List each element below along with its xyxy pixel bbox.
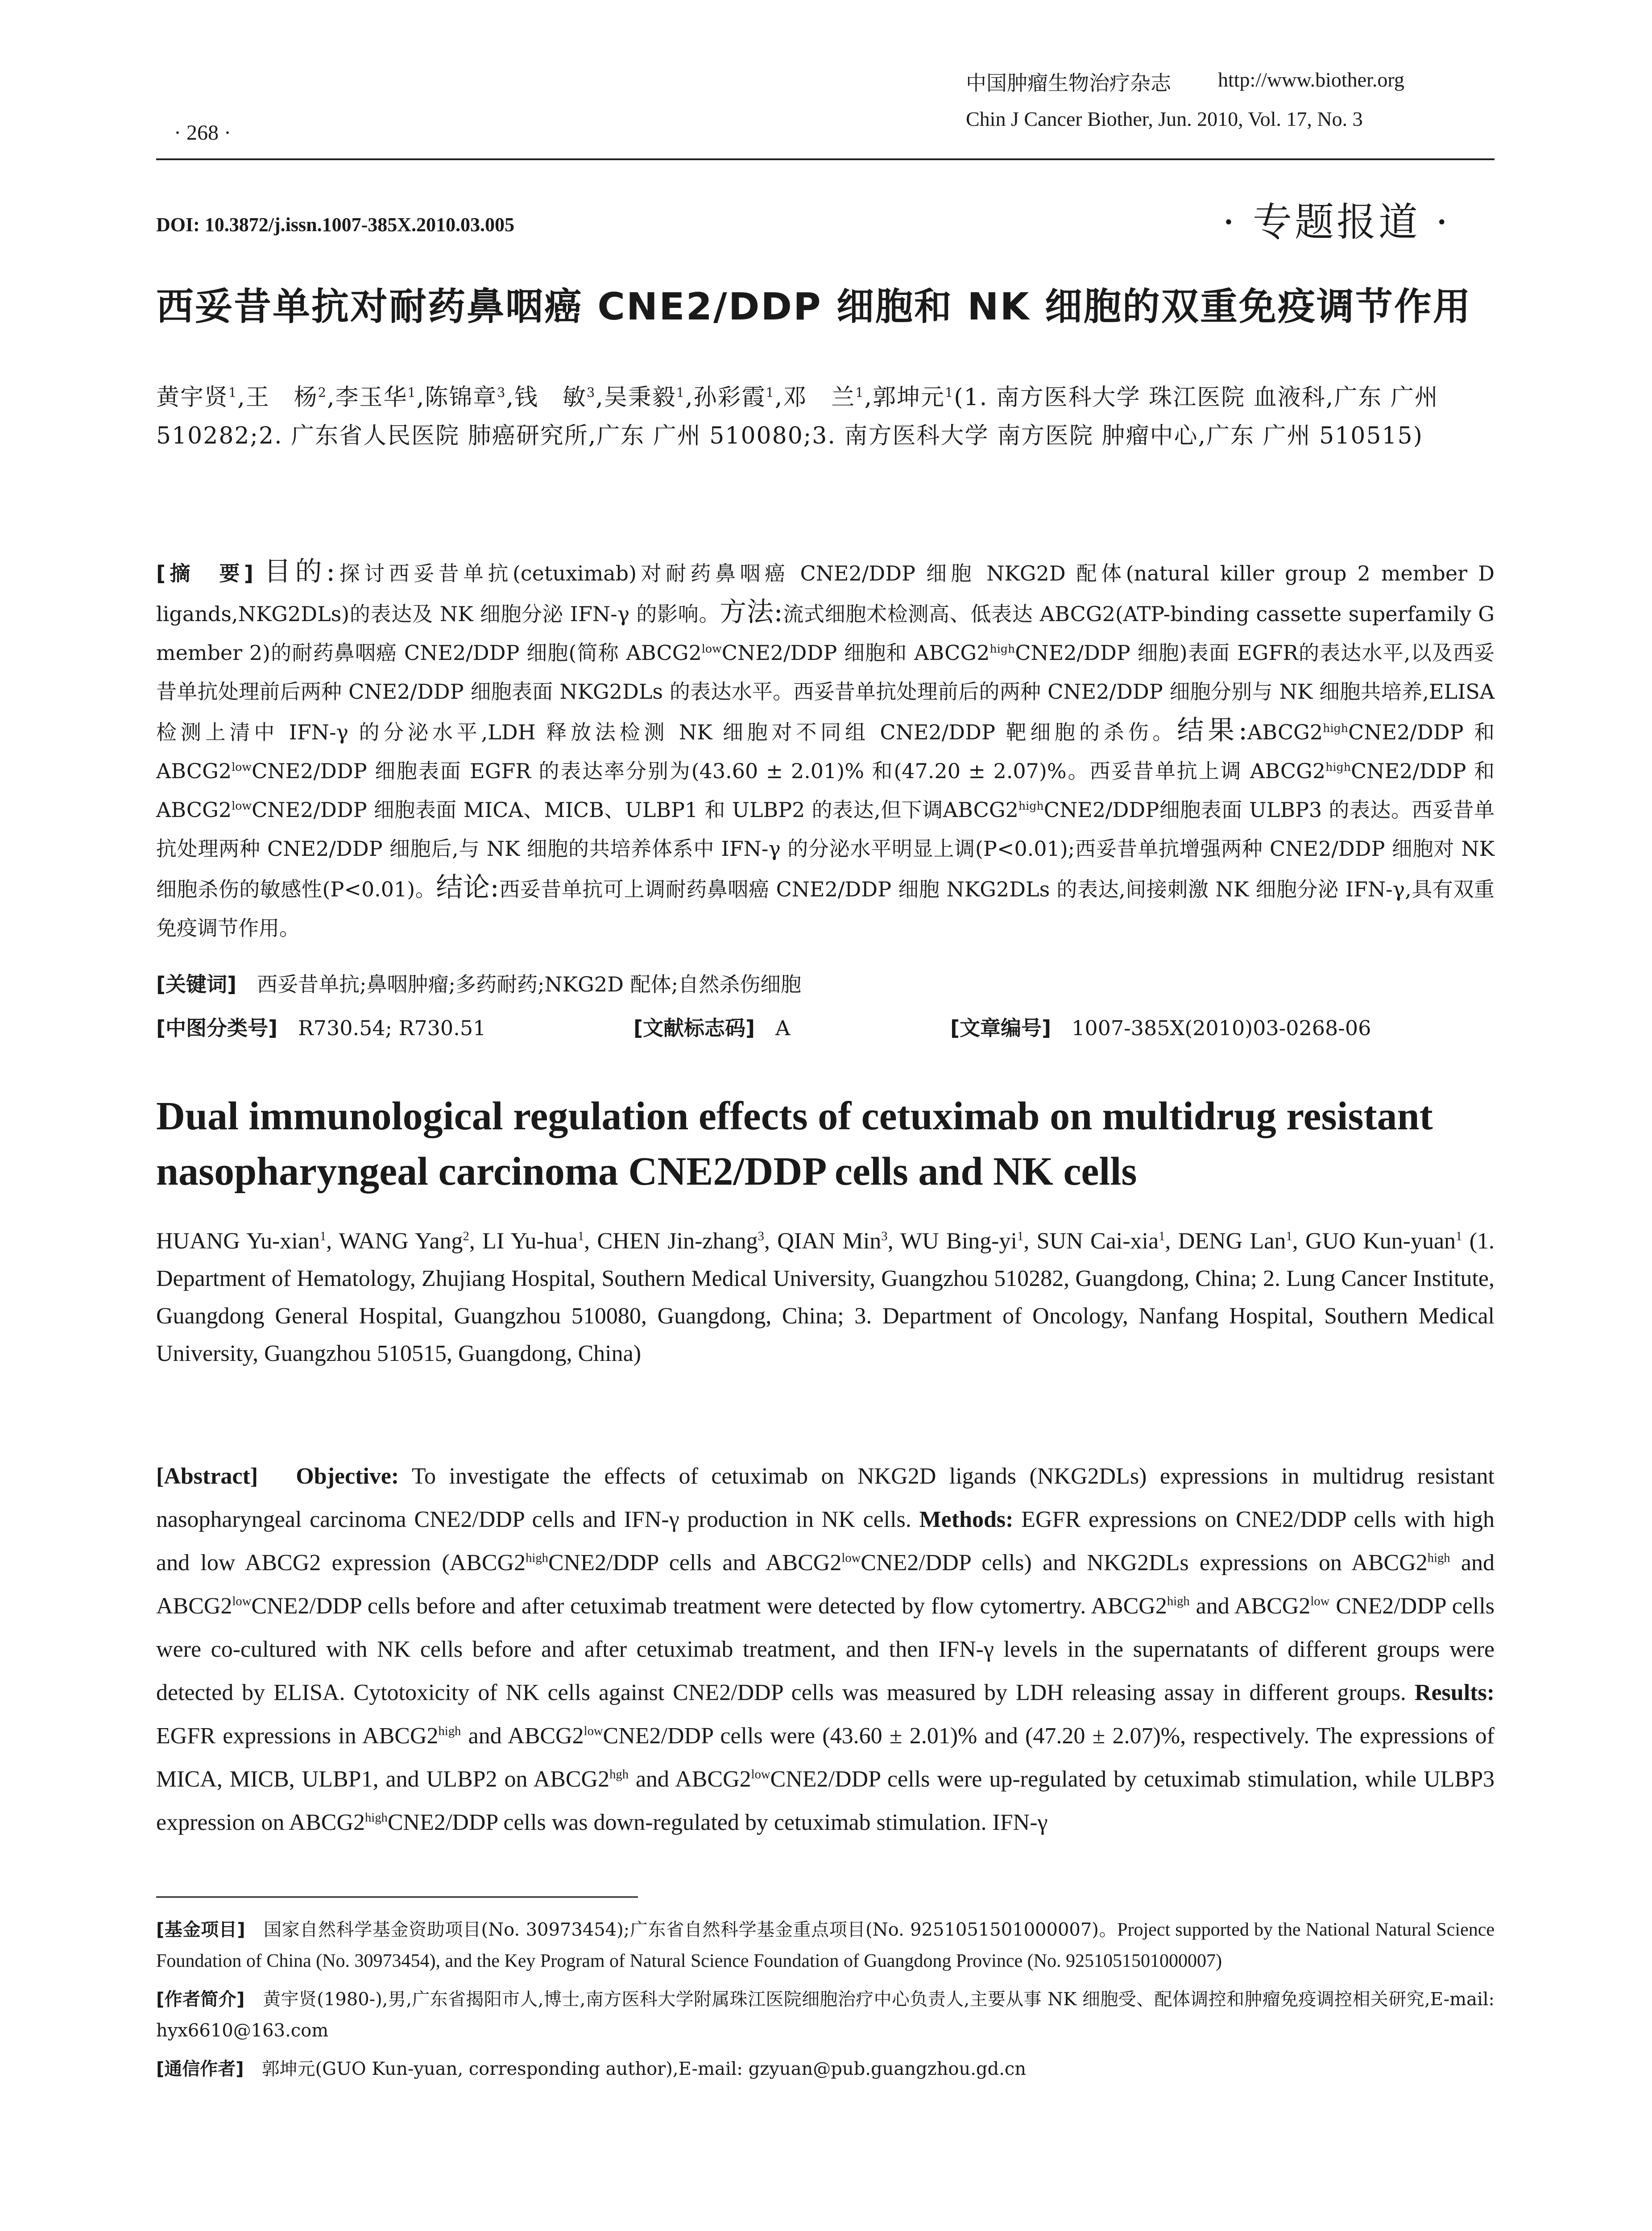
results-en-text-1: EGFR expressions in ABCG2: [156, 1723, 439, 1749]
sup-high: high: [1325, 760, 1351, 774]
author-name: GUO Kun-yuan: [1305, 1228, 1456, 1254]
authors-en: [156, 1223, 1495, 1373]
page-number: · 268 ·: [174, 121, 231, 145]
author-name: 郭坤元: [873, 384, 945, 411]
sup-hgh: hgh: [609, 1767, 629, 1782]
author-bio-text: 黄宇贤(1980-),男,广东省揭阳市人,博士,南方医科大学附属珠江医院细胞治疗中心负责人,主要从事 NK 细胞受、配体调控和肿瘤免疫调控相关研究,E-mail: hyx6610@163.com: [156, 1989, 1495, 2041]
title-en: Dual immunological regulation effects of cetuximab on multidrug resistant nasopharyngeal carcinoma CNE2/DDP cells and NK cells: [156, 1094, 1433, 1194]
affiliation-marker: 3: [758, 1229, 764, 1244]
affiliation-marker: 1: [1017, 1229, 1024, 1244]
affiliation-marker: 3: [881, 1229, 888, 1244]
sup-high: high: [365, 1811, 388, 1825]
author-name: 吴秉毅: [604, 384, 676, 411]
affiliation-marker: 1: [766, 385, 775, 400]
objective-en-label: Objective:: [296, 1464, 399, 1489]
sup-high: high: [990, 642, 1015, 655]
keywords-cn-label: [关键词]: [156, 972, 237, 996]
footnote-rule: [156, 1896, 638, 1898]
methods-en-text-7: CNE2/DDP cells were co-cultured with NK cells before and after cetuximab treatment, and then IFN-γ levels in the supernatants of different groups were detected by ELISA. Cytotoxicity of NK cells against CNE2/DDP cells was measured by LDH releasing assay in different groups.: [156, 1593, 1495, 1705]
fund-en: Project supported by the National Natural Science Foundation of China (No. 30973454), and the Key Program of Natural Science Foundation of Guangdong Province (No. 9251051501000007): [156, 1920, 1495, 1971]
objective-en-text: To investigate the effects of cetuximab on NKG2D ligands (NKG2DLs) expressions in multidrug resistant nasopharyngeal carcinoma CNE2/DDP cells and IFN-γ production in NK cells.: [156, 1464, 1495, 1532]
author-name: SUN Cai-xia: [1036, 1228, 1159, 1254]
author-name: WANG Yang: [339, 1228, 463, 1254]
sup-low: low: [701, 642, 722, 655]
affiliation-marker: 1: [855, 385, 865, 400]
abstract-en-label: [Abstract]: [156, 1464, 258, 1489]
doc-code-value: A: [775, 1016, 791, 1040]
results-cn-text-6: CNE2/DDP细胞表面 ULBP3 的表达。西妥昔单抗处理两种 CNE2/DDP 细胞后,与 NK 细胞的共培养体系中 IFN-γ 的分泌水平明显上调(P<0.01);西妥昔单抗增强两种 CNE2/DDP 细胞对 NK 细胞杀伤的敏感性(P<0.01)。: [156, 798, 1495, 901]
clc-label: [中图分类号]: [156, 1016, 278, 1040]
affiliation-marker: 2: [318, 385, 327, 400]
author-name: HUANG Yu-xian: [156, 1228, 320, 1254]
article-number-value: 1007-385X(2010)03-0268-06: [1072, 1016, 1371, 1040]
results-en-label: Results:: [1414, 1680, 1495, 1705]
abstract-cn-label: [摘 要]: [156, 561, 253, 585]
fund-label: [基金项目]: [156, 1920, 245, 1940]
sup-low: low: [232, 1594, 252, 1609]
affiliation-marker: 1: [577, 1229, 584, 1244]
results-en-text-2: and ABCG2: [468, 1723, 584, 1749]
sup-low: low: [232, 799, 252, 813]
affiliations-en: (1. Department of Hematology, Zhujiang Hospital, Southern Medical University, Guangzhou 510282, Guangdong, China; 2. Lung Cancer Institute, Guangdong General Hospital, Guangzhou 510080, Guangdong, China; 3. Department of Oncology, Nanfang Hospital, Southern Medical University, Guangzhou 510515, Guangdong, China): [156, 1228, 1495, 1366]
author-list-en: HUANG Yu-xian$^1$, WANG Yang$^2$, LI Yu-hua$^1$, CHEN Jin-zhang$^3$, QIAN Min$^3$, WU Bing-$yi^1$, SUN Cai-xia$^1$, DENG Lan$^1$, GUO Kun-yuan$^1$: [156, 1228, 1462, 1254]
results-cn-text-2: CNE2/DDP 和 ABCG2: [156, 720, 1495, 783]
footnotes: [156, 1914, 1495, 2092]
corresponding-label: [通信作者]: [156, 2059, 244, 2079]
conclusion-cn-label: 结论:: [436, 872, 499, 903]
author-name: CHEN Jin-zhang: [597, 1228, 758, 1254]
author-name: 王 杨: [245, 384, 318, 411]
doc-code-label: [文献标志码]: [633, 1016, 755, 1040]
author-name: 孙彩霞: [693, 384, 766, 411]
results-cn-text-5: CNE2/DDP 细胞表面 MICA、MICB、ULBP1 和 ULBP2 的表达,但下调ABCG2: [252, 798, 1019, 822]
keywords-cn-text: 西妥昔单抗;鼻咽肿瘤;多药耐药;NKG2D 配体;自然杀伤细胞: [257, 972, 802, 996]
affiliation-marker: 1: [407, 385, 417, 400]
methods-en-text-2: CNE2/DDP cells and ABCG2: [548, 1550, 842, 1576]
keywords-cn: [156, 968, 1495, 998]
affiliation-marker: 3: [497, 385, 506, 400]
author-name: 邓 兰: [783, 384, 856, 411]
affiliation-marker: 1: [676, 385, 685, 400]
affiliations-cn: (1. 南方医科大学 珠江医院 血液科,广东 广州 510282;2. 广东省人民医院 肺癌研究所,广东 广州 510080;3. 南方医科大学 南方医院 肿瘤中心,广东 广州 510515): [156, 384, 1439, 449]
sup-high: high: [1167, 1594, 1190, 1609]
affiliation-marker: 1: [1159, 1229, 1165, 1244]
sup-high: high: [438, 1724, 461, 1738]
sup-high: high: [1018, 799, 1044, 813]
objective-cn-text: 探讨西妥昔单抗(cetuximab)对耐药鼻咽癌 CNE2/DDP 细胞 NKG2D 配体(natural killer group 2 member D ligands,NKG2DLs)的表达及 NK 细胞分泌 IFN-γ 的影响。: [156, 561, 1495, 626]
methods-cn-text-2: CNE2/DDP 细胞和 ABCG2: [721, 641, 990, 665]
affiliation-marker: 3: [587, 385, 596, 400]
journal-name-cn: 中国肿瘤生物治疗杂志: [966, 71, 1171, 95]
results-cn-text-1: ABCG2: [1247, 720, 1323, 744]
sup-low: low: [584, 1724, 603, 1738]
results-cn-label: 结果:: [1177, 715, 1248, 746]
journal-url: http://www.biother.org: [1218, 68, 1404, 91]
authors-cn: [156, 378, 1495, 455]
objective-cn-label: 目的:: [264, 556, 335, 587]
author-name: 李玉华: [335, 384, 408, 411]
footnote-author: [156, 1984, 1495, 2046]
sup-low: low: [1310, 1594, 1330, 1609]
article-number-label: [文章编号]: [950, 1016, 1052, 1040]
results-cn-text-3: CNE2/DDP 细胞表面 EGFR 的表达率分别为(43.60 ± 2.01)% 和(47.20 ± 2.07)%。西妥昔单抗上调 ABCG2: [252, 759, 1326, 783]
doi: DOI: 10.3872/j.issn.1007-385X.2010.03.005: [156, 214, 515, 236]
sup-low: low: [232, 760, 252, 774]
results-en-text-5: CNE2/DDP cells were up-regulated by cetuximab stimulation, while ULBP3 expression on ABCG2: [156, 1767, 1495, 1835]
methods-en-text-3: CNE2/DDP cells) and NKG2DLs expressions on ABCG2: [861, 1550, 1428, 1576]
sup-high: high: [526, 1551, 548, 1565]
conclusion-cn-text: 西妥昔单抗可上调耐药鼻咽癌 CNE2/DDP 细胞 NKG2DLs 的表达,间接刺激 NK 细胞分泌 IFN-γ,具有双重免疫调节作用。: [156, 877, 1495, 940]
abstract-cn: [156, 552, 1495, 948]
affiliation-marker: 1: [228, 385, 238, 400]
results-cn-text-4: CNE2/DDP 和 ABCG2: [156, 759, 1495, 822]
author-name: DENG Lan: [1178, 1228, 1286, 1254]
corresponding-text: 郭坤元(GUO Kun-yuan, corresponding author),E-mail: gzyuan@pub.guangzhou.gd.cn: [261, 2059, 1027, 2079]
author-list-cn: 黄宇贤$^1$,王 杨$^2$,李玉华$^1$,陈锦章$^3$,钱 敏$^3$,吴秉毅$^1$,孙彩霞$^1$,邓 兰$^1$,郭坤元$^1$: [156, 384, 954, 411]
methods-en-text-1: EGFR expressions on CNE2/DDP cells with high and low ABCG2 expression (ABCG2: [156, 1507, 1495, 1576]
methods-en-text-4: and ABCG2: [156, 1550, 1495, 1619]
sup-high: high: [1323, 722, 1349, 735]
sup-high: high: [1427, 1551, 1450, 1565]
author-bio-label: [作者简介]: [156, 1989, 245, 2010]
methods-en-text-6: and ABCG2: [1196, 1593, 1311, 1619]
clc-value: R730.54; R730.51: [298, 1016, 486, 1040]
methods-cn-text-1: 流式细胞术检测高、低表达 ABCG2(ATP-binding cassette superfamily G member 2)的耐药鼻咽癌 CNE2/DDP 细胞(简称 ABCG2: [156, 602, 1495, 665]
journal-citation-en: Chin J Cancer Biother, Jun. 2010, Vol. 17, No. 3: [966, 108, 1363, 130]
author-name: 黄宇贤: [156, 384, 229, 411]
author-name: 陈锦章: [425, 384, 497, 411]
methods-cn-text-3: CNE2/DDP 细胞)表面 EGFR的表达水平,以及西妥昔单抗处理前后两种 CNE2/DDP 细胞表面 NKG2DLs 的表达水平。西妥昔单抗处理前后的两种 CNE2/DDP 细胞分别与 NK 细胞共培养,ELISA 检测上清中 IFN-γ 的分泌水平,LDH 释放法检测 NK 细胞对不同组 CNE2/DDP 靶细胞的杀伤。: [156, 641, 1495, 744]
author-name: QIAN Min: [777, 1228, 882, 1254]
methods-en-label: Methods:: [919, 1507, 1014, 1532]
fund-cn: 国家自然科学基金资助项目(No. 30973454);广东省自然科学基金重点项目(No. 9251051501000007)。: [263, 1920, 1118, 1940]
results-en-text-3: CNE2/DDP cells were (43.60 ± 2.01)% and (47.20 ± 2.07)%, respectively. The expressions of MICA, MICB, ULBP1, and ULBP2 on ABCG2: [156, 1723, 1495, 1792]
affiliation-marker: 1: [1456, 1229, 1462, 1244]
affiliation-marker: 2: [463, 1229, 469, 1244]
section-tag: · 专题报道 ·: [1222, 199, 1451, 245]
author-name: WU Bing-yi: [900, 1228, 1017, 1254]
footnote-corresponding: [156, 2053, 1495, 2085]
author-name: 钱 敏: [514, 384, 587, 411]
header-rule: [156, 158, 1495, 160]
results-en-text-6: CNE2/DDP cells was down-regulated by cetuximab stimulation. IFN-γ: [387, 1810, 1048, 1835]
results-en-text-4: and ABCG2: [635, 1767, 751, 1792]
author-name: LI Yu-hua: [482, 1228, 578, 1254]
title-cn: 西妥昔单抗对耐药鼻咽癌 CNE2/DDP 细胞和 NK 细胞的双重免疫调节作用: [156, 285, 1472, 328]
sup-low: low: [841, 1551, 861, 1565]
methods-cn-label: 方法:: [720, 597, 783, 628]
footnote-fund: [156, 1914, 1495, 1977]
affiliation-marker: 1: [945, 385, 954, 400]
sup-low: low: [751, 1767, 770, 1782]
affiliation-marker: 1: [319, 1229, 327, 1244]
abstract-en: [156, 1455, 1495, 1844]
methods-en-text-5: CNE2/DDP cells before and after cetuximab treatment were detected by flow cytomertry. ABCG2: [251, 1593, 1167, 1619]
affiliation-marker: 1: [1286, 1229, 1292, 1244]
